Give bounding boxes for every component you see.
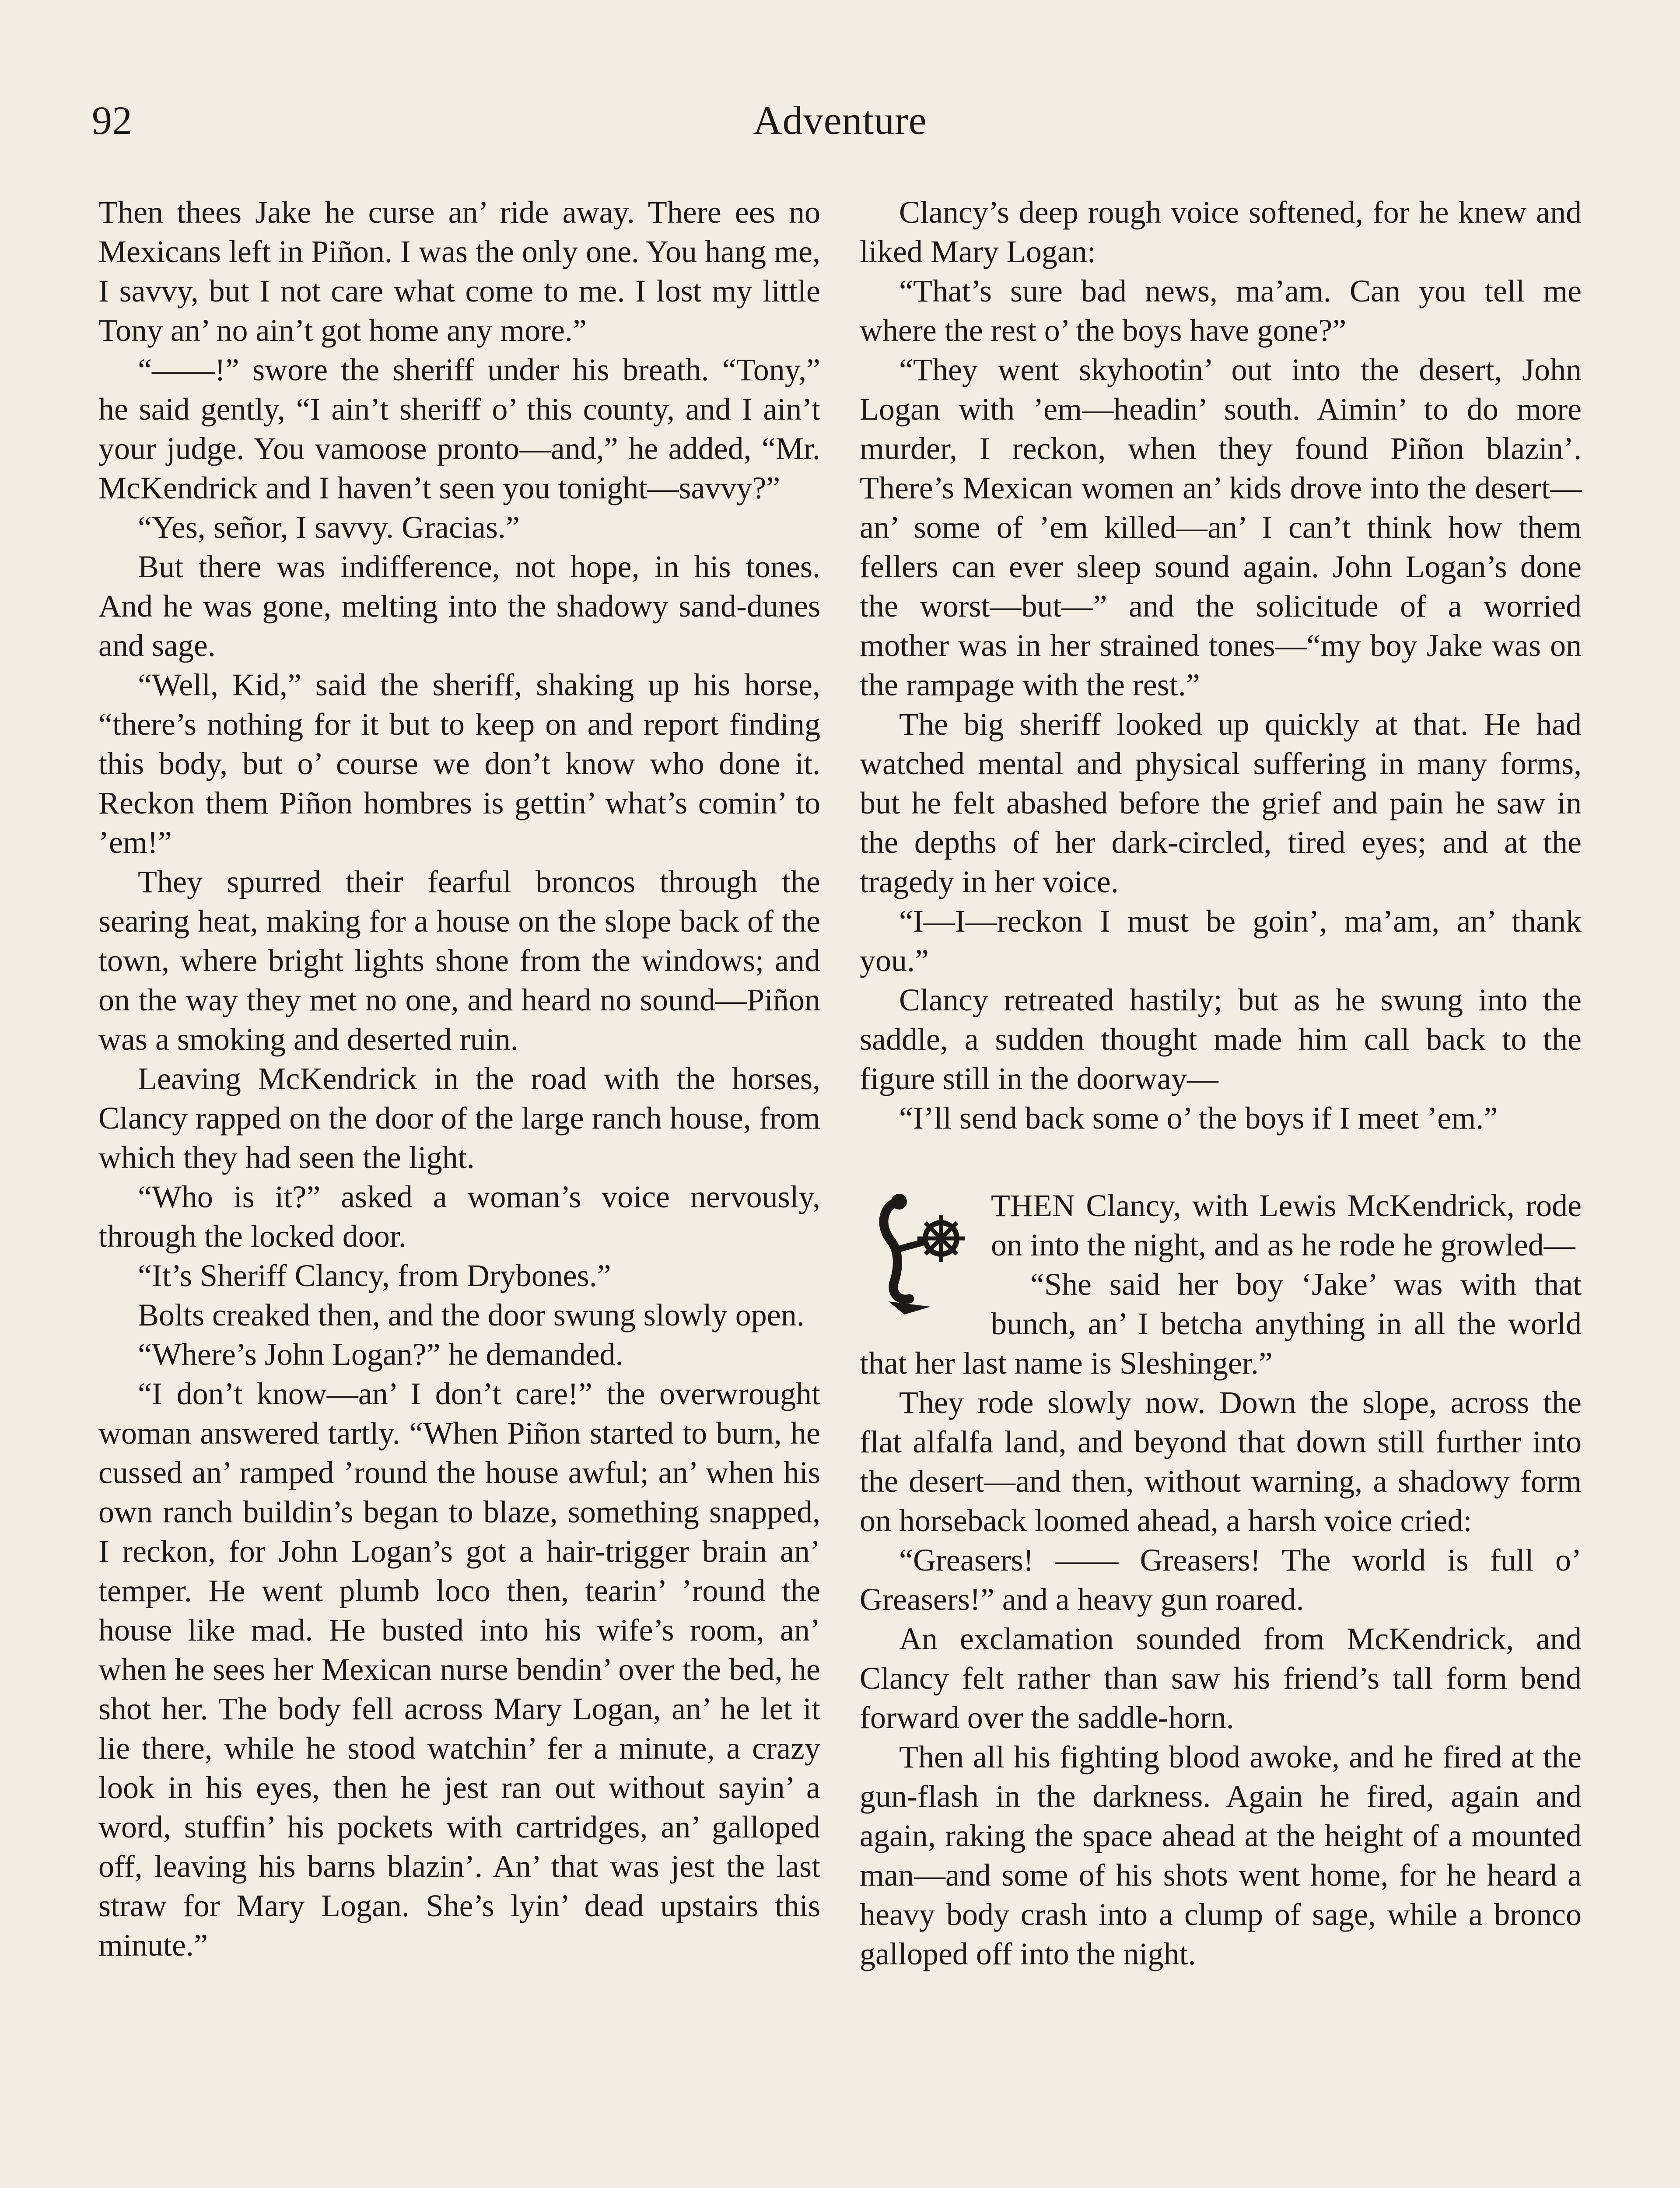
paragraph-text: “Greasers! —— Greasers! The world is full o’ Greasers!” and a heavy gun roared. <box>860 1543 1582 1617</box>
paragraph <box>98 350 820 508</box>
paragraph-text: They rode slowly now. Down the slope, across the flat alfalfa land, and beyond that down still further into the desert—and then, without warning, a shadowy form on horseback loomed ahead, a harsh voice cried: <box>860 1385 1582 1538</box>
paragraph <box>98 1177 820 1256</box>
paragraph <box>860 1619 1582 1737</box>
paragraph-text: “She said her boy ‘Jake’ was with that bunch, an’ I betcha anything in all the world that her last name is Sleshinger.” <box>860 1267 1582 1381</box>
paragraph <box>860 1098 1582 1138</box>
paragraph <box>860 705 1582 901</box>
paragraph-text: “I’ll send back some o’ the boys if I meet ’em.” <box>899 1101 1498 1136</box>
paragraph-text: “Yes, señor, I savvy. Gracias.” <box>138 510 520 545</box>
paragraph-text: “That’s sure bad news, ma’am. Can you tell me where the rest o’ the boys have gone?” <box>860 274 1582 348</box>
paragraph <box>98 547 820 665</box>
page-number: 92 <box>92 98 132 143</box>
paragraph <box>860 1540 1582 1619</box>
paragraph <box>860 1383 1582 1540</box>
paragraph-text: Clancy’s deep rough voice softened, for he knew and liked Mary Logan: <box>860 195 1582 269</box>
paragraph-text: But there was indifference, not hope, in his tones. And he was gone, melting into the shadowy sand-dunes and sage. <box>98 549 820 663</box>
paragraph-text: “Well, Kid,” said the sheriff, shaking up his horse, “there’s nothing for it but to keep on and report finding this body, but o’ course we don’t know who done it. Reckon them Piñon hombres is gettin’ what’s comin’ to ’em!” <box>98 667 820 860</box>
spur-ornament-icon <box>860 1189 978 1320</box>
paragraph <box>860 1186 1582 1265</box>
paragraph <box>860 271 1582 350</box>
paragraph <box>860 980 1582 1098</box>
section-break <box>860 1138 1582 1186</box>
paragraph <box>98 193 820 350</box>
paragraph-text: “It’s Sheriff Clancy, from Drybones.” <box>138 1258 611 1293</box>
paragraph-text: “——!” swore the sheriff under his breath. “Tony,” he said gently, “I ain’t sheriff o’ this county, and I ain’t your judge. You vamoose pronto—and,” he added, “Mr. McKendrick and I haven’t seen you tonight—savvy?” <box>98 352 820 505</box>
paragraph <box>98 1335 820 1374</box>
right-column <box>860 193 1582 1974</box>
paragraph-text: “Where’s John Logan?” he demanded. <box>138 1337 623 1372</box>
paragraph-text: “Who is it?” asked a woman’s voice nervously, through the locked door. <box>98 1179 820 1254</box>
paragraph <box>860 193 1582 271</box>
paragraph-text: The big sheriff looked up quickly at that. He had watched mental and physical suffering in many forms, but he felt abashed before the grief and pain he saw in the depths of her dark-circled, tired eyes; and at the tragedy in her voice. <box>860 707 1582 899</box>
paragraph <box>860 350 1582 705</box>
paragraph-text: Then thees Jake he curse an’ ride away. There ees no Mexicans left in Piñon. I was the only one. You hang me, I savvy, but I not care what come to me. I lost my little Tony an’ no ain’t got home any more.” <box>98 195 820 348</box>
magazine-title: Adventure <box>753 98 927 143</box>
paragraph <box>98 862 820 1059</box>
paragraph <box>860 901 1582 980</box>
paragraph-text: They spurred their fearful broncos through the searing heat, making for a house on the slope back of the town, where bright lights shone from the windows; and on the way they met no one, and heard no sound—Piñon was a smoking and deserted ruin. <box>98 864 820 1057</box>
paragraph-text: Clancy retreated hastily; but as he swung into the saddle, a sudden thought made him call back to the figure still in the doorway— <box>860 982 1582 1096</box>
page-header <box>92 92 1588 149</box>
paragraph-text: “I don’t know—an’ I don’t care!” the overwrought woman answered tartly. “When Piñon started to burn, he cussed an’ ramped ’round the house awful; an’ when his own ranch buildin’s began to blaze, something snapped, I reckon, for John Logan’s got a hair-trigger brain an’ temper. He went plumb loco then, tearin’ ’round the house like mad. He busted into his wife’s room, an’ when he sees her Mexican nurse bendin’ over the bed, he shot her. The body fell across Mary Logan, an’ he let it lie there, while he stood watchin’ fer a minute, a crazy look in his eyes, then he jest ran out without sayin’ a word, stuffin’ his pockets with cartridges, an’ galloped off, leaving his barns blazin’. An’ that was jest the last straw for Mary Logan. She’s lyin’ dead upstairs this minute.” <box>98 1376 820 1963</box>
paragraph-text: Then all his fighting blood awoke, and he fired at the gun-flash in the darkness. Again he fired, again and again, raking the space ahead at the height of a mounted man—and some of his shots went home, for he heard a heavy body crash into a clump of sage, while a bronco galloped off into the night. <box>860 1739 1582 1971</box>
paragraph <box>98 1374 820 1965</box>
paragraph <box>98 508 820 547</box>
paragraph <box>98 1256 820 1295</box>
paragraph-text: Bolts creaked then, and the door swung slowly open. <box>138 1297 805 1332</box>
paragraph <box>98 1295 820 1335</box>
paragraph-text: “I—I—reckon I must be goin’, ma’am, an’ thank you.” <box>860 904 1582 978</box>
paragraph-text: THEN Clancy, with Lewis McKendrick, rode on into the night, and as he rode he growled— <box>991 1188 1582 1262</box>
paragraph <box>860 1737 1582 1974</box>
paragraph-text: Leaving McKendrick in the road with the horses, Clancy rapped on the door of the large ranch house, from which they had seen the light. <box>98 1061 820 1175</box>
paragraph-text: “They went skyhootin’ out into the desert, John Logan with ’em—headin’ south. Aimin’ to do more murder, I reckon, when they found Piñon blazin’. There’s Mexican women an’ kids drove into the desert—an’ some of ’em killed—an’ I can’t think how them fellers can ever sleep sound again. John Logan’s done the worst—but—” and the solicitude of a worried mother was in her strained tones—“my boy Jake was on the rampage with the rest.” <box>860 352 1582 702</box>
left-column <box>98 193 820 1965</box>
paragraph-text: An exclamation sounded from McKendrick, and Clancy felt rather than saw his friend’s tall form bend forward over the saddle-horn. <box>860 1621 1582 1735</box>
paragraph <box>98 665 820 862</box>
paragraph <box>98 1059 820 1177</box>
